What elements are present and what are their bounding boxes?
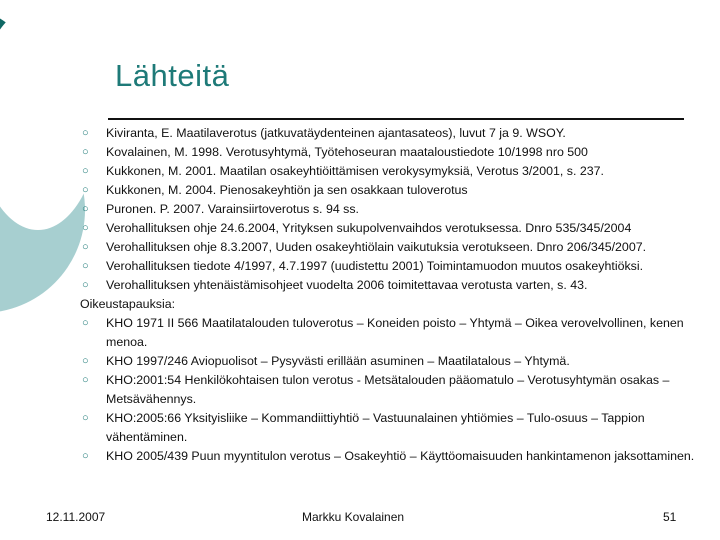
list-item: ○ KHO 1971 II 566 Maatilatalouden tuloverotus – Koneiden poisto – Yhtymä – Oikea verovelvollinen, kenen menoa. bbox=[82, 316, 684, 349]
list-item: ○ Verohallituksen tiedote 4/1997, 4.7.1997 (uudistettu 2001) Toimintamuodon muutos osakeyhtiöksi. bbox=[80, 257, 705, 276]
circle-bullet-icon: ○ bbox=[82, 279, 89, 291]
circle-bullet-icon: ○ bbox=[82, 317, 89, 329]
circle-bullet-icon: ○ bbox=[82, 450, 89, 462]
circle-bullet-icon: ○ bbox=[82, 184, 89, 196]
list-item: ○ Kukkonen, M. 2001. Maatilan osakeyhtiöittämisen verokysymyksiä, Verotus 3/2001, s. 237. bbox=[80, 162, 705, 181]
cases-heading: Oikeustapauksia: bbox=[80, 297, 176, 311]
circle-bullet-icon: ○ bbox=[82, 355, 89, 367]
circle-bullet-icon: ○ bbox=[82, 412, 89, 424]
list-item: ○ Verohallituksen ohje 24.6.2004, Yrityksen sukupolvenvaihdos verotuksessa. Dnro 535/345/2004 bbox=[80, 219, 705, 238]
list-item: ○ Kukkonen, M. 2004. Pienosakeyhtiön ja sen osakkaan tuloverotus bbox=[80, 181, 705, 200]
list-item: ○ Verohallituksen yhtenäistämisohjeet vuodelta 2006 toimitettavaa verotusta varten, s. 43. bbox=[80, 276, 705, 295]
circle-bullet-icon: ○ bbox=[82, 374, 89, 386]
circle-bullet-icon: ○ bbox=[82, 222, 89, 234]
list-item: ○ KHO:2005:66 Yksityisliike – Kommandiittiyhtiö – Vastuunalainen yhtiömies – Tulo-osuus – Tappion vähentäminen. bbox=[82, 411, 645, 444]
list-item: ○ Verohallituksen ohje 8.3.2007, Uuden osakeyhtiölain vaikutuksia verotukseen. Dnro 206/345/2007. bbox=[80, 238, 705, 257]
references-list bbox=[80, 124, 705, 466]
slide-title: Lähteitä bbox=[115, 58, 230, 93]
circle-bullet-icon: ○ bbox=[82, 260, 89, 272]
list-item: ○ KHO:2001:54 Henkilökohtaisen tulon verotus - Metsätalouden pääomatulo – Verotusyhtymän osakas – Metsävähennys. bbox=[82, 373, 670, 406]
circle-bullet-icon: ○ bbox=[82, 241, 89, 253]
footer-author: Markku Kovalainen bbox=[302, 510, 405, 524]
page-number: 51 bbox=[663, 510, 677, 524]
list-item: ○ Kiviranta, E. Maatilaverotus (jatkuvatäydenteinen ajantasateos), luvut 7 ja 9. WSOY. bbox=[80, 124, 705, 143]
list-item: ○ Kovalainen, M. 1998. Verotusyhtymä, Työtehoseuran maataloustiedote 10/1998 nro 500 bbox=[80, 143, 705, 162]
circle-bullet-icon: ○ bbox=[82, 165, 89, 177]
footer-date: 12.11.2007 bbox=[46, 510, 106, 524]
circle-bullet-icon: ○ bbox=[82, 203, 89, 215]
list-item: ○ KHO 2005/439 Puun myyntitulon verotus – Osakeyhtiö – Käyttöomaisuuden hankintamenon jaksottaminen. bbox=[80, 447, 705, 466]
circle-bullet-icon: ○ bbox=[82, 146, 89, 158]
list-item: ○ Puronen. P. 2007. Varainsiirtoverotus s. 94 ss. bbox=[80, 200, 705, 219]
title-divider bbox=[108, 118, 684, 120]
circle-bullet-icon: ○ bbox=[82, 127, 89, 139]
list-item: ○ KHO 1997/246 Aviopuolisot – Pysyvästi erillään asuminen – Maatilatalous – Yhtymä. bbox=[80, 352, 705, 371]
